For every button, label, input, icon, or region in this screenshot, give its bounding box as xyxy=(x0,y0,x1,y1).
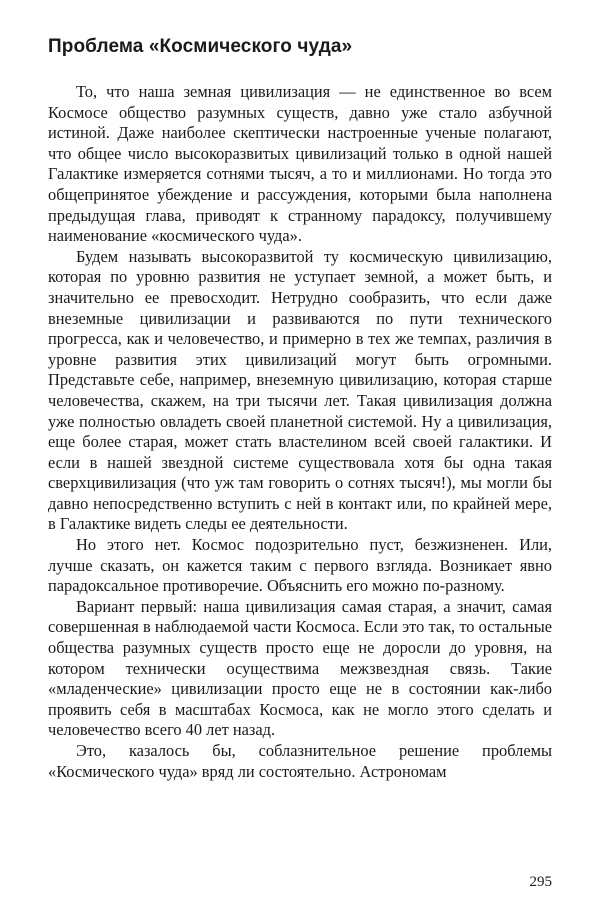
paragraph-4: Вариант первый: наша цивилизация самая старая, а значит, самая совершенная в наблюдаемой части Космоса. Если это так, то остальные общества разумных существ просто еще не доросли до уровня, на котором технически осуществима межзвездная связь. Такие «младенческие» цивилизации просто еще не в состоянии как-либо проявить себя в масштабах Космоса, как не могло этого сделать и человечество всего 40 лет назад. xyxy=(48,596,552,740)
section-heading: Проблема «Космического чуда» xyxy=(48,36,353,57)
paragraph-3: Но этого нет. Космос подозрительно пуст, безжизненен. Или, лучше сказать, он кажется таким с первого взгляда. Возникает явно парадоксальное противоречие. Объяснить его можно по-разному. xyxy=(48,535,552,596)
paragraph-1: То, что наша земная цивилизация — не единственное во всем Космосе общество разумных существ, давно уже стало азбучной истиной. Даже наиболее скептически настроенные ученые полагают, что общее число высокоразвитых цивилизаций только в одной нашей Галактике измеряется сотнями тысяч, а то и миллионами. Но тогда это общепринятое убеждение и рассуждения, которыми была наполнена предыдущая глава, приводят к странному парадоксу, получившему наименование «космического чуда». xyxy=(48,82,552,246)
paragraph-2: Будем называть высокоразвитой ту космическую цивилизацию, которая по уровню развития не уступает земной, а может быть, и значительно ее превосходит. Нетрудно сообразить, что если даже внеземные цивилизации и развиваются по пути технического прогресса, как и человечество, и примерно в тех же темпах, различия в уровне развития этих цивилизаций могут быть огромными. Представьте себе, например, внеземную цивилизацию, которая старше человечества, скажем, на три тысячи лет. Такая цивилизация должна уже полностью овладеть своей планетной системой. Ну а цивилизация, еще более старая, может стать властелином всей своей галактики. И если в нашей звездной системе существовала хотя бы одна такая сверхцивилизация (что уж там говорить о сотнях тысяч!), мы могли бы давно непосредственно вступить с ней в контакт или, по крайней мере, в Галактике видеть следы ее деятельности. xyxy=(48,246,552,534)
page-number: 295 xyxy=(529,874,552,890)
page-content xyxy=(48,34,552,782)
paragraph-5: Это, казалось бы, соблазнительное решение проблемы «Космического чуда» вряд ли состоятельно. Астрономам xyxy=(48,741,552,781)
